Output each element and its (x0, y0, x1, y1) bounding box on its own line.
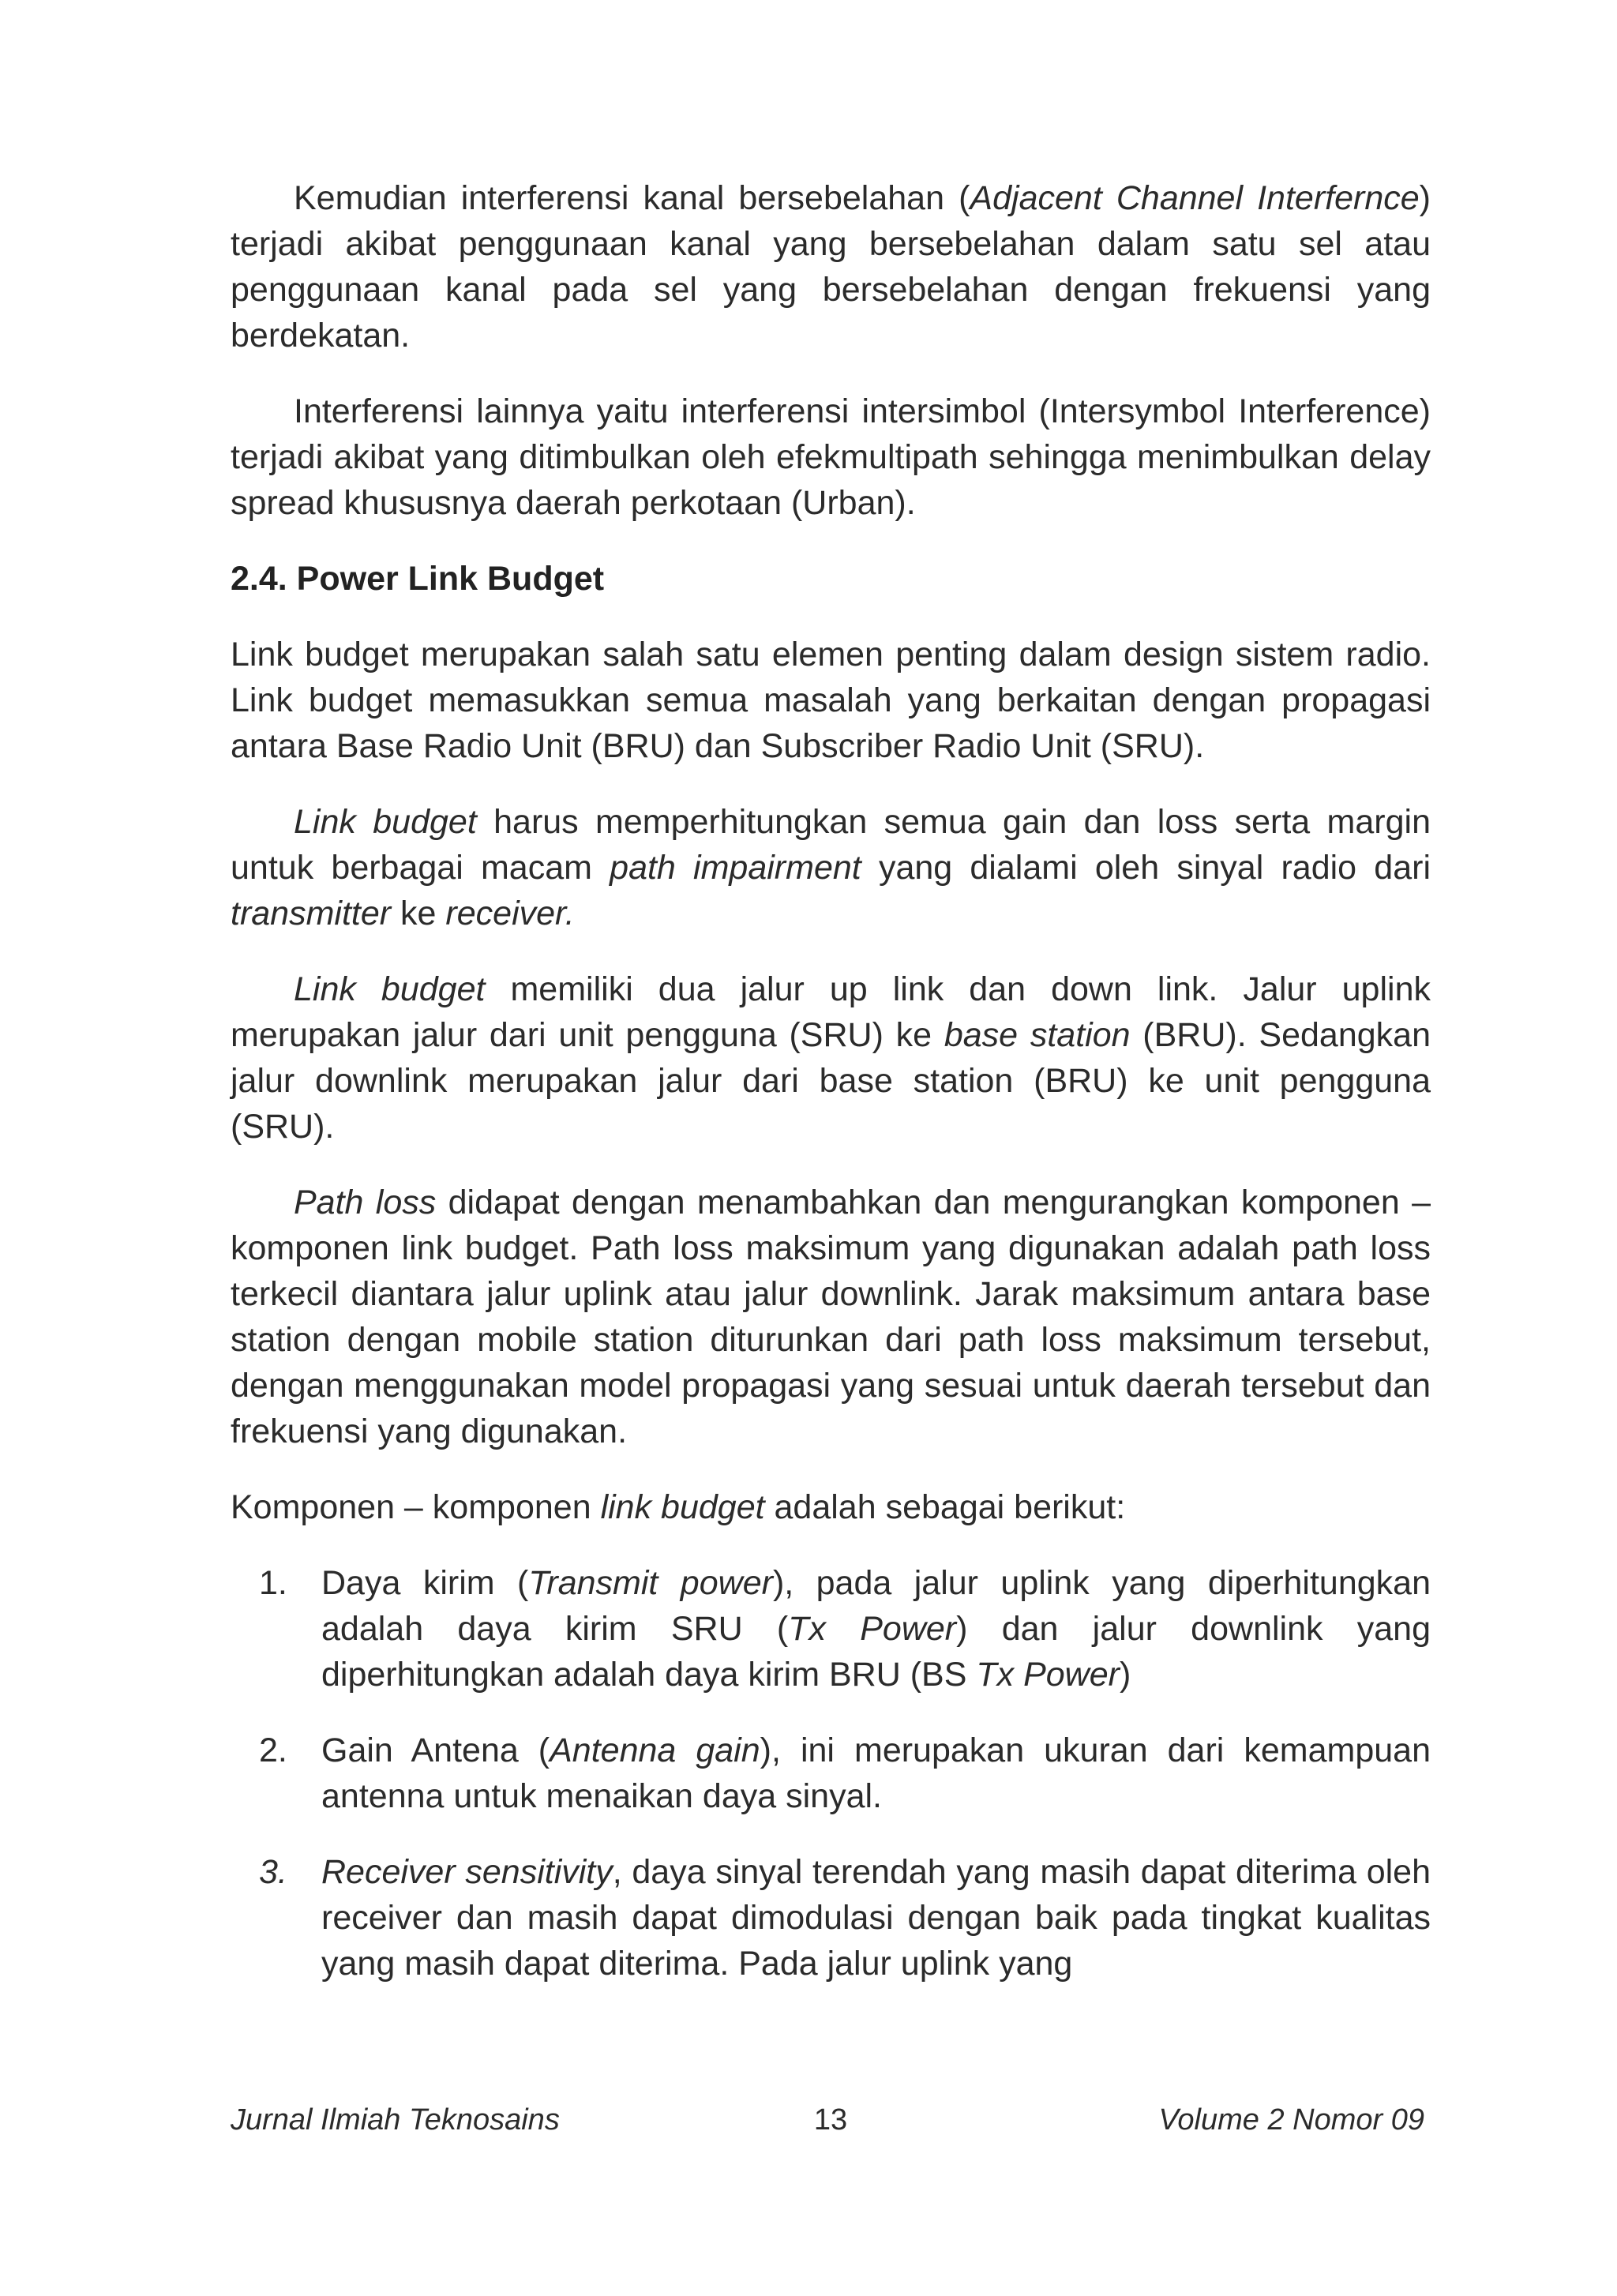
text-span: Link budget merupakan salah satu elemen penting dalam design sistem radio. Link budget memasukkan semua masalah yang berkaitan dengan propagasi antara Base Radio Unit (BRU) dan Subscriber Radio Unit (SRU). (231, 636, 1431, 765)
page-body (231, 175, 1431, 2017)
paragraph-intersymbol-interference (231, 388, 1431, 526)
italic-term: Receiver sensitivity (321, 1853, 613, 1891)
italic-term: Antenna gain (550, 1731, 760, 1769)
list-item (231, 1728, 1431, 1819)
list-number: 2. (259, 1731, 287, 1769)
paragraph-link-budget-gain-loss (231, 799, 1431, 936)
text-span: Kemudian interferensi kanal bersebelahan ( (294, 179, 970, 217)
text-span: Komponen – komponen (231, 1488, 601, 1526)
italic-term: Link budget (294, 803, 477, 841)
italic-term: Tx Power (976, 1656, 1120, 1694)
text-span: (BRU). Sedangkan jalur downlink merupakan jalur dari base station (BRU) ke unit pengguna (SRU). (231, 1016, 1431, 1146)
text-span: adalah sebagai berikut: (764, 1488, 1126, 1526)
text-span: memiliki dua jalur up link dan down link. Jalur uplink merupakan jalur dari unit pengguna (SRU) ke (231, 970, 1431, 1054)
paragraph-link-budget-intro (231, 632, 1431, 769)
paragraph-uplink-downlink (231, 966, 1431, 1150)
text-span: Interferensi lainnya yaitu interferensi intersimbol (Intersymbol Interference) terjadi akibat yang ditimbulkan oleh efekmultipath sehingga menimbulkan delay spread khususnya daerah perkotaan (Urban). (231, 392, 1431, 522)
text-span: yang dialami oleh sinyal radio dari (861, 849, 1431, 887)
text-span: ) terjadi akibat penggunaan kanal yang bersebelahan dalam satu sel atau penggunaan kanal pada sel yang bersebelahan dengan frekuensi yang berdekatan. (231, 179, 1431, 355)
italic-term: Tx Power (788, 1610, 957, 1648)
text-span: ) (1119, 1656, 1131, 1694)
journal-name: Jurnal Ilmiah Teknosains (231, 2103, 560, 2137)
text-span: ), pada jalur uplink yang diperhitungkan adalah daya kirim SRU ( (321, 1564, 1431, 1648)
italic-term: Path loss (294, 1184, 437, 1221)
text-span: Daya kirim ( (321, 1564, 529, 1602)
volume-number: Volume 2 Nomor 09 (1158, 2103, 1424, 2137)
text-span: Gain Antena ( (321, 1731, 550, 1769)
italic-term: path impairment (610, 849, 861, 887)
list-item (231, 1849, 1431, 1986)
text-span: ), ini merupakan ukuran dari kemampuan antenna untuk menaikan daya sinyal. (321, 1731, 1431, 1815)
paragraph-adjacent-channel-interference (231, 175, 1431, 358)
text-span: ke (391, 895, 446, 932)
section-heading: 2.4. Power Link Budget (231, 560, 605, 598)
list-number: 1. (259, 1564, 287, 1602)
italic-term: receiver. (445, 895, 575, 932)
italic-term: base station (944, 1016, 1131, 1054)
paragraph-components-intro (231, 1484, 1431, 1530)
text-span: didapat dengan menambahkan dan mengurangkan komponen – komponen link budget. Path loss maksimum yang digunakan adalah path loss terkecil diantara jalur uplink atau jalur downlink. Jarak maksimum antara base station dengan mobile station diturunkan dari path loss maksimum tersebut, dengan menggunakan model propagasi yang sesuai untuk daerah tersebut dan frekuensi yang digunakan. (231, 1184, 1431, 1450)
list-number: 3. (259, 1853, 287, 1891)
text-span: ) dan jalur downlink yang diperhitungkan adalah daya kirim BRU (BS (321, 1610, 1431, 1694)
text-span: , daya sinyal terendah yang masih dapat diterima oleh receiver dan masih dapat dimodulasi dengan baik pada tingkat kualitas yang masih dapat diterima. Pada jalur uplink yang (321, 1853, 1431, 1983)
paragraph-path-loss (231, 1180, 1431, 1454)
italic-term: Transmit power (528, 1564, 773, 1602)
components-list (231, 1560, 1431, 1986)
italic-term: transmitter (231, 895, 392, 932)
italic-term: link budget (600, 1488, 765, 1526)
page-number: 13 (813, 2103, 848, 2137)
list-item (231, 1560, 1431, 1698)
page-footer (231, 2100, 1431, 2140)
italic-term: Adjacent Channel Interfernce (970, 179, 1420, 217)
italic-term: Link budget (294, 970, 486, 1008)
text-span: harus memperhitungkan semua gain dan loss serta margin untuk berbagai macam (231, 803, 1431, 887)
